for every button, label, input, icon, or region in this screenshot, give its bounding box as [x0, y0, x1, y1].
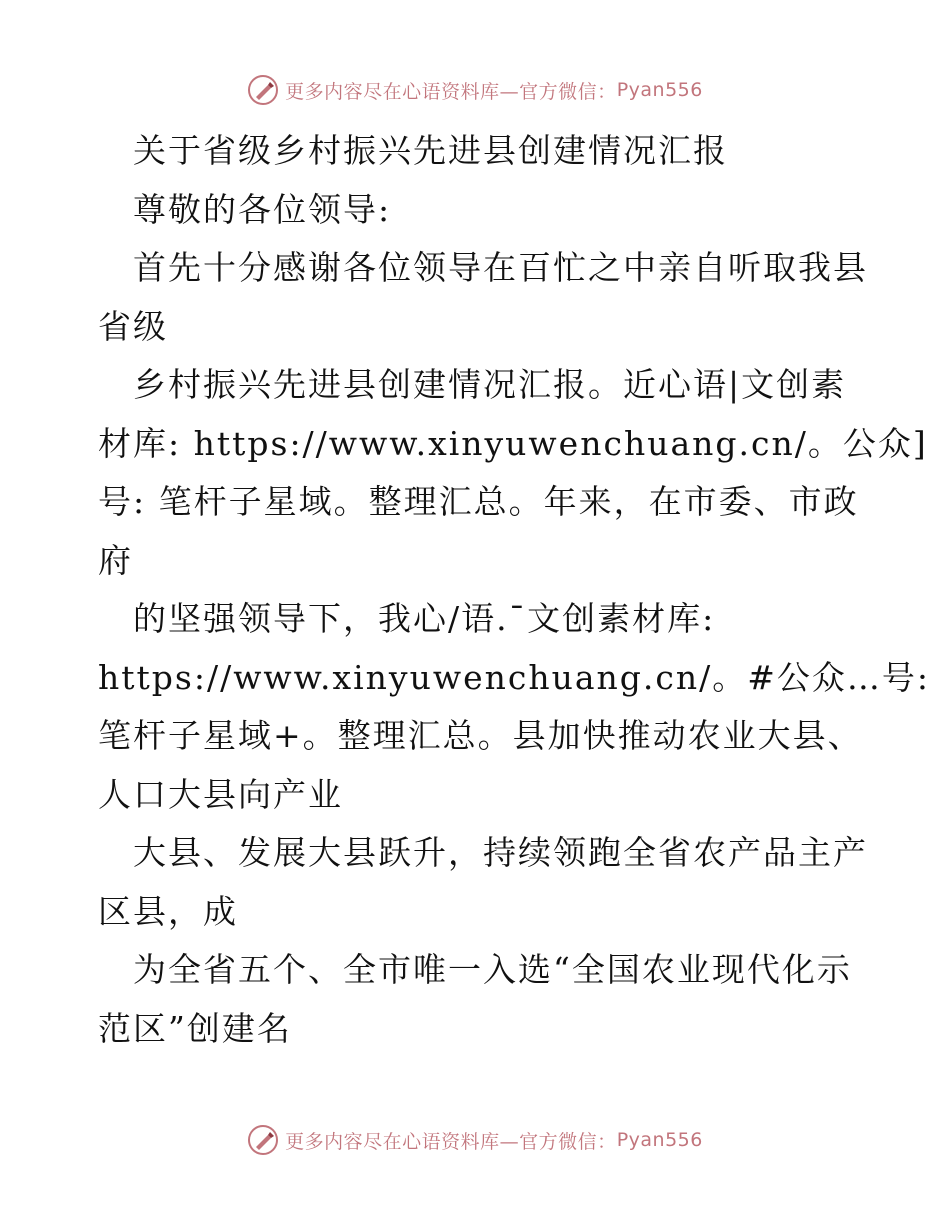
- text-line: 大县、发展大县跃升，持续领跑全省农产品主产: [98, 833, 868, 872]
- banner-text: 更多内容尽在心语资料库—: [285, 80, 520, 103]
- banner-wechat-id: Pyan556: [616, 79, 703, 101]
- text-line: 的坚强领导下，我心/语.¯文创素材库:: [98, 599, 716, 638]
- banner-wechat-label: 官方微信：: [519, 80, 617, 103]
- header-banner: [0, 70, 950, 110]
- document-body: [98, 122, 931, 1058]
- text-line: 尊敬的各位领导:: [98, 189, 392, 229]
- text-line: 号: 笔杆子星域。整理汇总。年来，在市委、市政: [98, 482, 859, 521]
- pen-logo-icon: [247, 74, 279, 106]
- text-line: 府: [98, 540, 133, 580]
- text-line: 关于省级乡村振兴先进县创建情况汇报: [98, 131, 728, 170]
- text-line: 省级: [98, 306, 168, 346]
- banner-wechat-label: 官方微信：: [519, 1130, 617, 1153]
- text-line: 笔杆子星域+。整理汇总。县加快推动农业大县、: [98, 716, 863, 755]
- text-line: 材库: https://www.xinyuwenchuang.cn/。公众]: [98, 423, 928, 463]
- pen-logo-icon: [247, 1124, 279, 1156]
- text-line: 乡村振兴先进县创建情况汇报。近心语|文创素: [98, 365, 847, 404]
- banner-text: 更多内容尽在心语资料库—: [285, 1130, 520, 1153]
- text-line: 首先十分感谢各位领导在百忙之中亲自听取我县: [98, 248, 868, 287]
- text-line: 人口大县向产业: [98, 774, 343, 814]
- text-line: 区县，成: [98, 891, 238, 931]
- footer-banner: [0, 1120, 950, 1160]
- text-line: https://www.xinyuwenchuang.cn/。#公众…号:: [98, 657, 931, 697]
- banner-wechat-id: Pyan556: [616, 1129, 703, 1151]
- text-line: 范区”创建名: [98, 1008, 292, 1048]
- text-line: 为全省五个、全市唯一入选“全国农业现代化示: [98, 950, 852, 989]
